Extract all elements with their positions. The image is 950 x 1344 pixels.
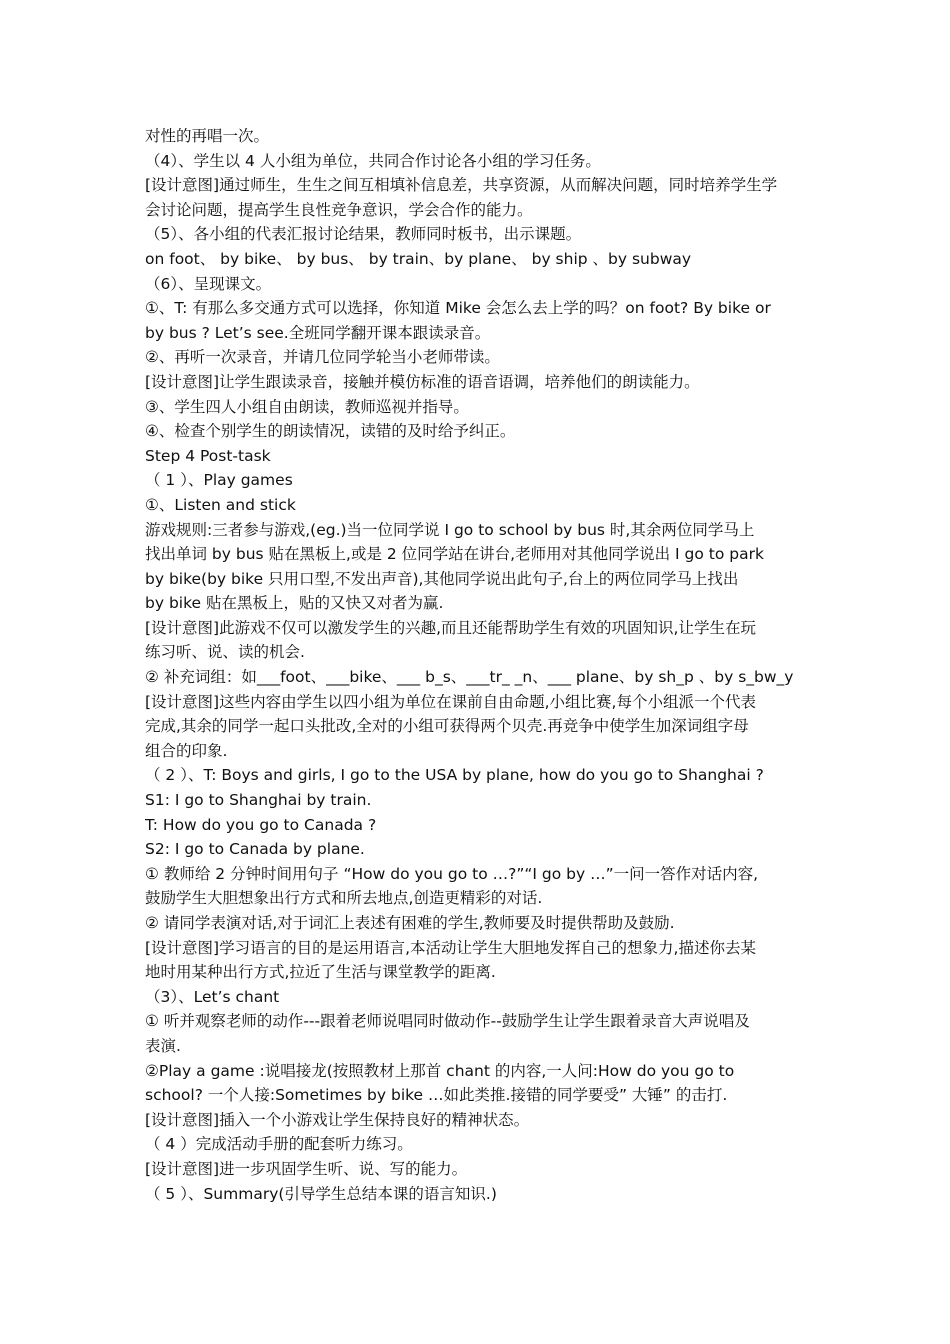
text-line: 会讨论问题，提高学生良性竞争意识，学会合作的能力。 bbox=[145, 200, 533, 219]
text-line: （ 5 ）、Summary(引导学生总结本课的语言知识.) bbox=[145, 1184, 497, 1203]
document-page bbox=[145, 124, 815, 1206]
text-line: S1: I go to Shanghai by train. bbox=[145, 791, 372, 810]
text-line: 找出单词 by bus 贴在黑板上,或是 2 位同学站在讲台,老师用对其他同学说出 I go to park bbox=[145, 545, 764, 564]
text-line: ①、Listen and stick bbox=[145, 495, 296, 514]
text-line: 练习听、说、读的机会. bbox=[145, 643, 305, 662]
text-line: 表演. bbox=[145, 1036, 181, 1055]
text-line: by bus ? Let’s see.全班同学翻开课本跟读录音。 bbox=[145, 323, 491, 342]
text-line: by bike(by bike 只用口型,不发出声音),其他同学说出此句子,台上的两位同学马上找出 bbox=[145, 569, 739, 588]
text-line: [设计意图]学习语言的目的是运用语言,本活动让学生大胆地发挥自己的想象力,描述你去某 bbox=[145, 938, 756, 957]
text-line: 游戏规则:三者参与游戏,(eg.)当一位同学说 I go to school by bus 时,其余两位同学马上 bbox=[145, 520, 755, 539]
text-line: [设计意图]插入一个小游戏让学生保持良好的精神状态。 bbox=[145, 1110, 530, 1129]
text-line: ④、检查个别学生的朗读情况，读错的及时给予纠正。 bbox=[145, 422, 516, 441]
text-line: 对性的再唱一次。 bbox=[145, 127, 270, 145]
text-line: ①、T: 有那么多交通方式可以选择，你知道 Mike 会怎么去上学的吗？on foot? By bike or bbox=[145, 299, 771, 318]
text-line: [设计意图]通过师生，生生之间互相填补信息差，共享资源，从而解决问题，同时培养学生学 bbox=[145, 176, 778, 195]
text-line: ① 听并观察老师的动作---跟着老师说唱同时做动作--鼓励学生让学生跟着录音大声说唱及 bbox=[145, 1012, 750, 1031]
text-line: ① 教师给 2 分钟时间用句子 “How do you go to …?”“I go by …”一问一答作对话内容, bbox=[145, 864, 759, 883]
text-line: on foot、 by bike、 by bus、 by train、by plane、 by ship 、by subway bbox=[145, 249, 692, 268]
text-line: [设计意图]让学生跟读录音，接触并模仿标准的语音语调，培养他们的朗读能力。 bbox=[145, 372, 700, 391]
text-line: ③、学生四人小组自由朗读，教师巡视并指导。 bbox=[145, 397, 469, 416]
text-line: 地时用某种出行方式,拉近了生活与课堂教学的距离. bbox=[145, 963, 496, 982]
text-line: [设计意图]这些内容由学生以四小组为单位在课前自由命题,小组比赛,每个小组派一个代表 bbox=[145, 692, 756, 711]
text-line: （3）、Let’s chant bbox=[145, 987, 280, 1006]
text-line: （ 2 ）、T: Boys and girls, I go to the USA by plane, how do you go to Shanghai ? bbox=[145, 766, 764, 785]
text-line: T: How do you go to Canada ? bbox=[145, 815, 377, 834]
text-line: school? 一个人接:Sometimes by bike …如此类推.接错的同学要受” 大锤” 的击打. bbox=[145, 1086, 728, 1105]
text-line: ②、再听一次录音，并请几位同学轮当小老师带读。 bbox=[145, 348, 500, 367]
text-line: ② 补充词组：如___foot、___bike、___ b_s、___tr_ _n、___ plane、by sh_p 、by s_bw_y bbox=[145, 668, 794, 687]
text-line: 组合的印象. bbox=[145, 741, 228, 760]
text-line: S2: I go to Canada by plane. bbox=[145, 840, 365, 859]
text-line: （6）、呈现课文。 bbox=[145, 274, 272, 293]
text-line: Step 4 Post-task bbox=[145, 446, 271, 465]
text-line: [设计意图]此游戏不仅可以激发学生的兴趣,而且还能帮助学生有效的巩固知识,让学生在玩 bbox=[145, 618, 756, 637]
text-line: （5）、各小组的代表汇报讨论结果，教师同时板书，出示课题。 bbox=[145, 225, 582, 244]
text-line: （ 4 ）完成活动手册的配套听力练习。 bbox=[145, 1135, 413, 1154]
text-line: ②Play a game :说唱接龙(按照教材上那首 chant 的内容,一人问:How do you go to bbox=[145, 1061, 735, 1080]
text-line: by bike 贴在黑板上，贴的又快又对者为赢. bbox=[145, 594, 444, 613]
text-line: （ 1 ）、Play games bbox=[145, 471, 293, 490]
text-line: 完成,其余的同学一起口头批改,全对的小组可获得两个贝壳.再竞争中使学生加深词组字母 bbox=[145, 717, 749, 736]
text-line: 鼓励学生大胆想象出行方式和所去地点,创造更精彩的对话. bbox=[145, 889, 543, 908]
text-line: （4）、学生以 4 人小组为单位，共同合作讨论各小组的学习任务。 bbox=[145, 151, 601, 170]
text-line: ② 请同学表演对话,对于词汇上表述有困难的学生,教师要及时提供帮助及鼓励. bbox=[145, 914, 675, 932]
text-line: [设计意图]进一步巩固学生听、说、写的能力。 bbox=[145, 1159, 468, 1178]
